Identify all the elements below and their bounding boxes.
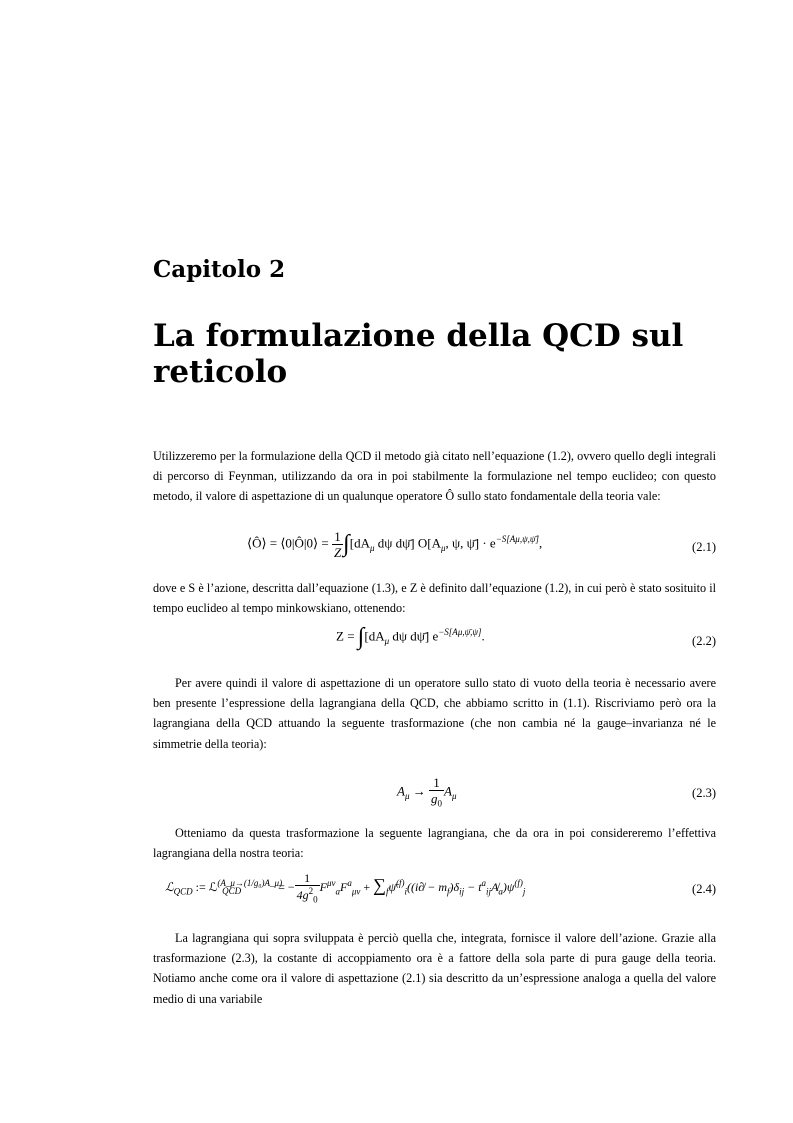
equation-2-3-number: (2.3) [692,786,716,800]
paragraph-2: dove e S è l’azione, descritta dall’equazione (1.3), e Z è definito dall’equazione (1.2), in cui però è stato sosituito il tempo euclideo al tempo minkowskiano, ottenendo: [153,581,716,616]
equation-2-2-body: $Z = \int[dA_\mu$ dψ dψ̄] $e^{-S[A\mu,\psī,\psi]}$. [336,624,485,650]
chapter-label: Capitolo 2 [153,256,286,283]
eq3-fraction: $\frac{1}{g_0}$ [430,775,442,809]
eq4-fraction: $\frac{1}{4g^2_0}$ [296,871,318,905]
paragraph-5: La lagrangiana qui sopra sviluppata è perciò quella che, integrata, fornisce il valore dell’azione. Grazie alla trasformazione (2.3), la costante di accoppiamento ora è a fattore della sola parte di pura gauge della teoria. Notiamo anche come ora il valore di aspettazione (2.1) sia descritto da un’espressione analoga a quella del valore medio di una variabile [153,931,716,1006]
eq2-integral: ∫ [357,624,365,650]
chapter-title: La formulazione della QCD sul reticolo [153,318,684,390]
equation-2-4 [153,872,716,912]
equation-2-2-number: (2.2) [692,634,716,648]
eq1-integral: ∫ [343,531,350,557]
equation-2-4-number: (2.4) [692,882,716,896]
equation-2-3 [153,776,716,816]
paragraph-3: Per avere quindi il valore di aspettazione di un operatore sullo stato di vuoto della teoria è necessario avere ben presente l’espressione della lagrangiana della QCD, che abbiamo scritto in (1.1). Riscriviamo però ora la lagrangiana della QCD attuando la seguente trasformazione (che non cambia né la gauge–invarianza né le simmetrie della teoria): [153,676,716,751]
equation-2-2 [153,624,716,664]
equation-2-3-body: $A_\mu$ → $\frac{1}{g_0}$ $A_\mu$ [397,775,457,809]
equation-2-1 [153,530,716,570]
equation-2-1-body: ⟨Ô⟩ = ⟨0|Ô|0⟩ = $\frac{1}{Z}$ $\int[dA_\mu$ dψ dψ̄] $O[A_\mu$, ψ, ψ̄] · $e^{-S[A\mu,\psi,\psī]}$, [247,529,543,560]
equation-2-4-body: ℒ$_{QCD}$ := ℒ$^{(A\_\mu\to(1/g_0)A\_\mu)}_{QCD}$ = − $\frac{1}{4g^2_0}$ $F^{\mu\nu}_aF^a_{\mu\nu}$ + $\sum_f\psī^{(f)}_i((i\partial̸ - m_f)\delta_{ij}$ − $t^a_{ij}A̸_a)\psi^{(f)}_j$ [165,871,526,905]
eq1-lhs: ⟨Ô⟩ = ⟨0|Ô|0⟩ = [247,535,329,551]
eq1-fraction: $\frac{1}{Z}$ [333,529,342,560]
equation-2-1-number: (2.1) [692,540,716,554]
paragraph-4: Otteniamo da questa trasformazione la seguente lagrangiana, che da ora in poi considereremo l’effettiva lagrangiana della nostra teoria: [153,826,716,861]
paragraph-1: Utilizzeremo per la formulazione della QCD il metodo già citato nell’equazione (1.2), ovvero quello degli integrali di percorso di Feynman, utilizzando da ora in poi stabilmente la formulazione nel tempo euclideo; con questo metodo, il valore di aspettazione di un qualunque operatore Ô sullo stato fondamentale della teoria vale: [153,449,716,504]
